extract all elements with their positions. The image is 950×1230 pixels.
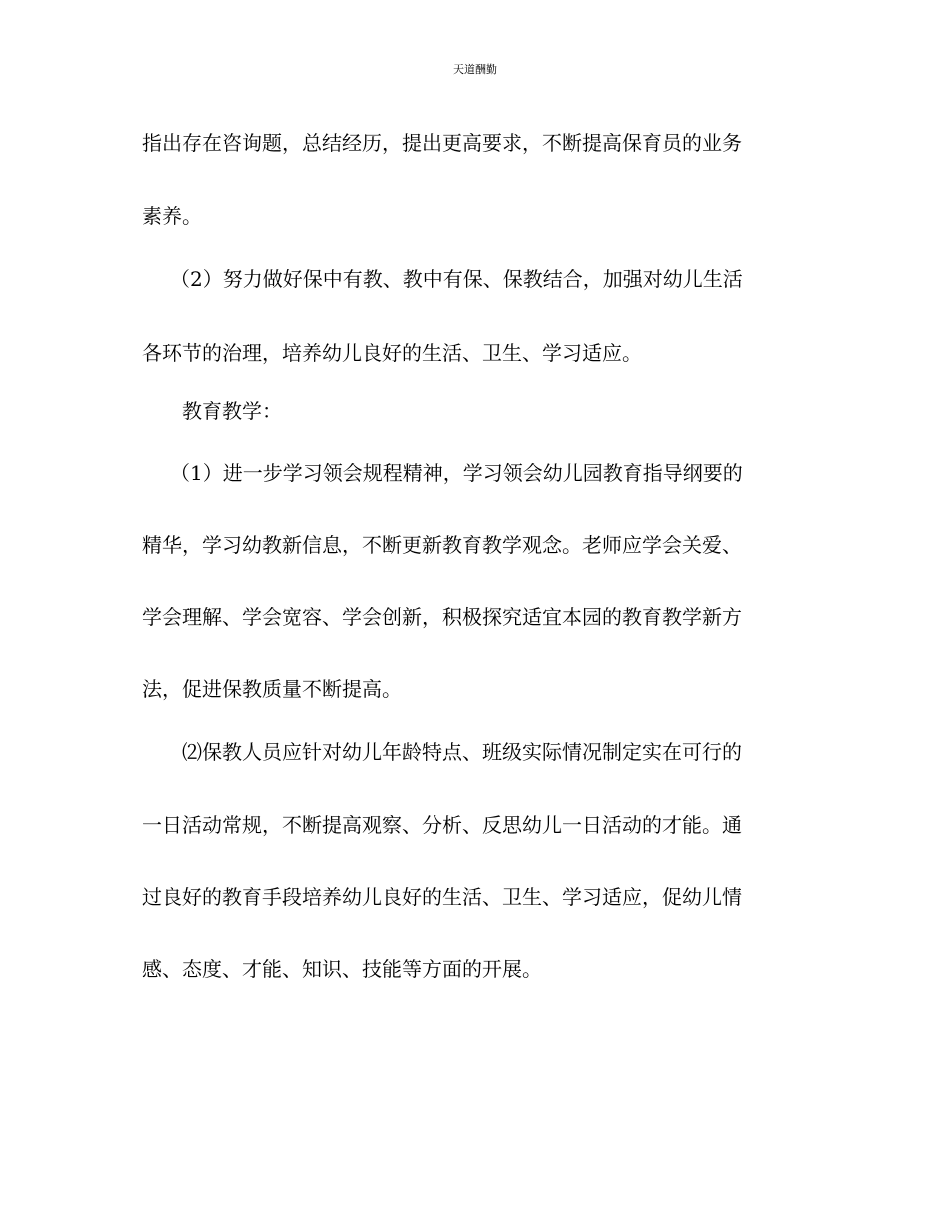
text-line: 一日活动常规，不断提高观察、分析、反思幼儿一日活动的才能。通 — [142, 813, 742, 837]
section-heading: 教育教学： — [182, 399, 282, 423]
page-header-title: 天道酬勤 — [453, 63, 497, 76]
text-line: （1）进一步学习领会规程精神，学习领会幼儿园教育指导纲要的 — [170, 461, 743, 485]
text-line: 各环节的治理，培养幼儿良好的生活、卫生、学习适应。 — [142, 341, 642, 365]
text-line: 法，促进保教质量不断提高。 — [142, 677, 402, 701]
text-line: 精华，学习幼教新信息，不断更新教育教学观念。老师应学会关爱、 — [142, 533, 742, 557]
text-line: 学会理解、学会宽容、学会创新，积极探究适宜本园的教育教学新方 — [142, 605, 742, 629]
text-line: ⑵保教人员应针对幼儿年龄特点、班级实际情况制定实在可行的 — [182, 740, 742, 764]
text-line: （2）努力做好保中有教、教中有保、保教结合，加强对幼儿生活 — [170, 267, 743, 291]
text-line: 指出存在咨询题，总结经历，提出更高要求，不断提高保育员的业务 — [142, 131, 742, 155]
text-line: 素养。 — [142, 204, 202, 228]
text-line: 感、态度、才能、知识、技能等方面的开展。 — [142, 957, 542, 981]
text-line: 过良好的教育手段培养幼儿良好的生活、卫生、学习适应，促幼儿情 — [142, 885, 742, 909]
